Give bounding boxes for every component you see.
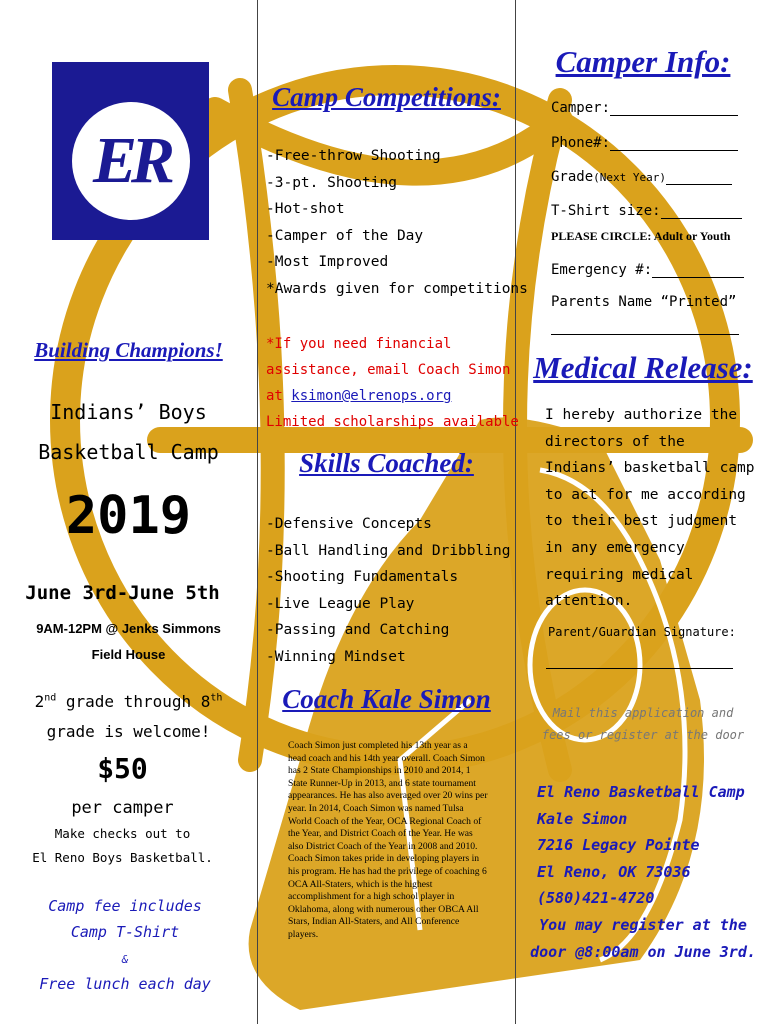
coach-bio: Coach Simon just completed his 13th year as a head coach and his 14th year overall. Coach Simon has 2 State Championships in 2010 and 2014, 1 State Runner-Up in 2013, and 6 state tournament appearances. He has also averaged over 20 wins per year. In 2014, Coach Simon was named Tulsa World Coach of the Year, OCA Regional Coach of the Year, and District Coach of the Year. He was also District Coach of the Year in 2008 and 2010. Coach Simon takes pride in developing players in his program. He has had the privilege of coaching 6 OCA All-Staters, which is the highest accomplishment for a high school player in Oklahoma, along with numerous other OBCA All Stars, Indian All-Staters, and All Conference players.: [288, 740, 488, 940]
includes-line3: Free lunch each day: [39, 975, 211, 993]
grade-start-sup: nd: [44, 692, 57, 704]
list-item: *Awards given for competitions: [266, 280, 528, 297]
address-line: 7216 Legacy Pointe: [537, 836, 700, 854]
tshirt-label: T-Shirt size:: [551, 203, 661, 219]
grade-field: [551, 169, 732, 185]
mail-line1: Mail this application and: [552, 706, 734, 720]
title-indians: Indians’ Boys: [50, 400, 207, 424]
financial-line2: assistance, email Coach Simon: [266, 362, 511, 378]
emergency-label: Emergency #:: [551, 262, 653, 278]
er-logo: [52, 62, 209, 240]
parents-field: [551, 294, 736, 310]
list-item: -Camper of the Day: [266, 227, 424, 244]
camper-label: Camper:: [551, 100, 611, 116]
left-fold-line: [257, 0, 258, 1024]
list-item: -Hot-shot: [266, 201, 345, 217]
skills-list: [266, 511, 510, 670]
checks-line1: Make checks out to: [54, 826, 191, 841]
time-place-line1: 9AM-12PM @ Jenks Simmons: [36, 621, 221, 636]
grade-range-line2: grade is welcome!: [46, 722, 211, 741]
camp-title-line2: Basketball Camp: [38, 440, 219, 464]
includes-line2: Camp T-Shirt: [70, 923, 180, 941]
circle-note: PLEASE CIRCLE: Adult or Youth: [551, 229, 731, 243]
includes-amp: &: [121, 953, 129, 966]
medical-line: to act for me according: [545, 486, 746, 503]
medical-line: to their best judgment: [545, 513, 738, 530]
address-line: Kale Simon: [537, 809, 628, 828]
skills-heading: Skills Coached:: [299, 448, 474, 478]
financial-at: at: [266, 388, 292, 404]
financial-line3: [266, 383, 519, 409]
register-line2: door @8:00am on June 3rd.: [530, 943, 756, 961]
signature-blank-line[interactable]: [546, 668, 733, 669]
medical-line: directors of the: [545, 433, 685, 450]
checks-line2: El Reno Boys Basketball.: [32, 850, 213, 865]
logo-circle: [72, 102, 190, 220]
camper-info-heading: Camper Info:: [555, 44, 731, 79]
coach-heading: Coach Kale Simon: [282, 684, 491, 714]
grade-end-sup: th: [210, 692, 223, 704]
list-item: -Ball Handling and Dribbling: [266, 542, 511, 559]
medical-line: requiring medical: [545, 566, 694, 583]
list-item: -Winning Mindset: [266, 648, 406, 665]
medical-line: I hereby authorize the: [545, 407, 738, 423]
tshirt-blank-line[interactable]: [661, 204, 742, 219]
register-line1: You may register at the: [539, 916, 747, 934]
financial-line4: Limited scholarships available: [266, 414, 519, 430]
medical-line: Indians’ basketball camp: [545, 460, 755, 477]
camper-blank-line[interactable]: [610, 101, 738, 116]
competitions-heading: Camp Competitions:: [272, 82, 501, 112]
camp-dates: June 3rd-June 5th: [25, 582, 220, 604]
financial-line1: *If you need financial: [266, 336, 452, 352]
medical-line: in any emergency: [545, 539, 685, 556]
grade-blank-line[interactable]: [666, 170, 732, 185]
medical-release-heading: Medical Release:: [533, 350, 753, 385]
medical-release-text: [545, 402, 755, 615]
coach-email-link[interactable]: ksimon@elrenops.org: [291, 388, 452, 404]
tagline: Building Champions!: [34, 338, 223, 362]
camper-field: [551, 100, 738, 116]
address-line: El Reno Basketball Camp: [537, 783, 745, 801]
list-item: -Defensive Concepts: [266, 516, 432, 532]
signature-label: Parent/Guardian Signature:: [548, 625, 736, 639]
list-item: -Most Improved: [266, 254, 389, 270]
list-item: -Live League Play: [266, 595, 415, 612]
address-line: (580)421-4720: [537, 889, 655, 907]
phone-blank-line[interactable]: [610, 136, 738, 151]
logo-letters: ER: [92, 124, 170, 197]
grade-label: Grade: [551, 169, 594, 185]
camp-price: $50: [97, 752, 148, 785]
grade-start: 2: [34, 692, 45, 711]
includes-line1: Camp fee includes: [48, 897, 202, 915]
camp-year: 2019: [65, 486, 192, 546]
phone-field: [551, 135, 738, 151]
camp-title-line1: [0, 400, 257, 424]
grade-range-line1: [0, 692, 257, 711]
medical-line: attention.: [545, 593, 633, 610]
phone-label: Phone#:: [551, 135, 611, 151]
grade-note: (Next Year): [593, 171, 667, 184]
grade-mid: grade through 8: [56, 692, 211, 711]
mailing-address: [537, 779, 745, 912]
time-place-line2: Field House: [91, 647, 166, 662]
parents-blank-line[interactable]: [551, 334, 739, 335]
list-item: -Free-throw Shooting: [266, 148, 441, 164]
financial-assistance-note: [266, 331, 519, 435]
emergency-field: [551, 262, 744, 278]
emergency-blank-line[interactable]: [652, 263, 744, 278]
tshirt-field: [551, 203, 742, 219]
competitions-list: [266, 143, 528, 302]
list-item: -3-pt. Shooting: [266, 174, 397, 191]
list-item: -Passing and Catching: [266, 622, 450, 638]
per-camper: per camper: [71, 798, 174, 818]
address-line: El Reno, OK 73036: [537, 862, 691, 881]
parents-label: Parents Name “Printed”: [551, 294, 737, 310]
list-item: -Shooting Fundamentals: [266, 569, 459, 585]
mail-line2: fees or register at the door: [541, 728, 745, 742]
